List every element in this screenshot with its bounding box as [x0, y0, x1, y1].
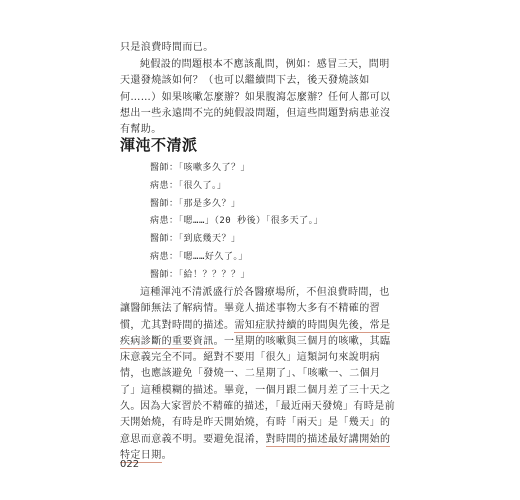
dialog-line: 醫師：「給！？？？？」 [150, 269, 251, 280]
dialog-speaker: 病患 [150, 180, 170, 191]
dialog-text: 「那是多久？」 [178, 198, 241, 209]
paragraph-text: 這種渾沌不清派盛行於各醫療場所，不但浪費時間，也讓醫師無法了解病情。畢竟人描述事物大多有不精確的習慣，尤其對時間的描述。 [120, 287, 390, 331]
dialog-line: 病患：「很久了。」 [150, 180, 227, 191]
dialog-text: 「咳嗽多久了？」 [178, 163, 251, 173]
paragraph-text: 。一星期的咳嗽與三個月的咳嗽，其臨床意義完全不同。絕對不要用「很久」這類詞句來說明病情，也應該避免「發燒一、二星期了」、「咳嗽一、二個月了」這種模糊的描述。畢竟，一個月跟二個月差了三十天之久。 [120, 335, 391, 413]
dialog-line: 病患：「嗯……好久了。」 [150, 251, 248, 262]
dialog-speaker: 病患 [150, 216, 170, 227]
page-number: 022 [120, 459, 140, 470]
dialog-text: 「給！？？？？」 [178, 269, 251, 280]
paragraph-text: 因為大家習於不精確的描述，「最近兩天發燒」有時是前天開始燒，有時是昨天開始燒，有時「兩天」是「幾天」的意思而意義不明。要避免混淆， [120, 401, 395, 445]
paragraph-text: 。 [161, 449, 173, 461]
paragraph-intro: 只是浪費時間而已。 [120, 42, 214, 53]
highlighted-text: 需知症狀持續的時間與先後，常是疾病診斷的重要資訊 [120, 319, 391, 347]
dialog-speaker: 醫師 [150, 198, 170, 209]
dialog-speaker: 病患 [150, 251, 170, 262]
paragraph-time-description [120, 399, 395, 464]
dialog-speaker: 醫師 [150, 269, 170, 280]
dialog-line: 病患：「嗯……」（20 秒後）「很多天了。」 [150, 216, 324, 227]
dialog-speaker: 醫師 [150, 163, 170, 173]
highlighted-text: 對時間的描述最好講開始的特定日期 [120, 433, 391, 461]
dialog-text: 「很久了。」 [178, 180, 227, 191]
dialog-list [150, 160, 410, 285]
section-heading: 渾沌不清派 [120, 136, 198, 154]
dialog-line: 醫師：「到底幾天？」 [150, 234, 241, 245]
dialog-line: 醫師：「那是多久？」 [150, 198, 241, 209]
paragraph-hypothetical-questions: 純假設的問題根本不應該亂問，例如：感冒三天，問明天還發燒該如何？（也可以繼續問下去，後天發燒該如何……）如果咳嗽怎麼辦？如果腹瀉怎麼辦？任何人都可以想出一些永遠問不完的純假設問題，但這些問題對病患並沒有幫助。 [120, 59, 391, 136]
dialog-text: 「到底幾天？」 [178, 234, 241, 245]
dialog-line: 醫師：「咳嗽多久了？」 [150, 163, 251, 173]
dialog-text: 「嗯……好久了。」 [178, 251, 248, 262]
dialog-text: 「嗯……」（20 秒後）「很多天了。」 [178, 216, 324, 227]
paragraph-vague-description [120, 285, 395, 415]
dialog-speaker: 醫師 [150, 234, 170, 245]
